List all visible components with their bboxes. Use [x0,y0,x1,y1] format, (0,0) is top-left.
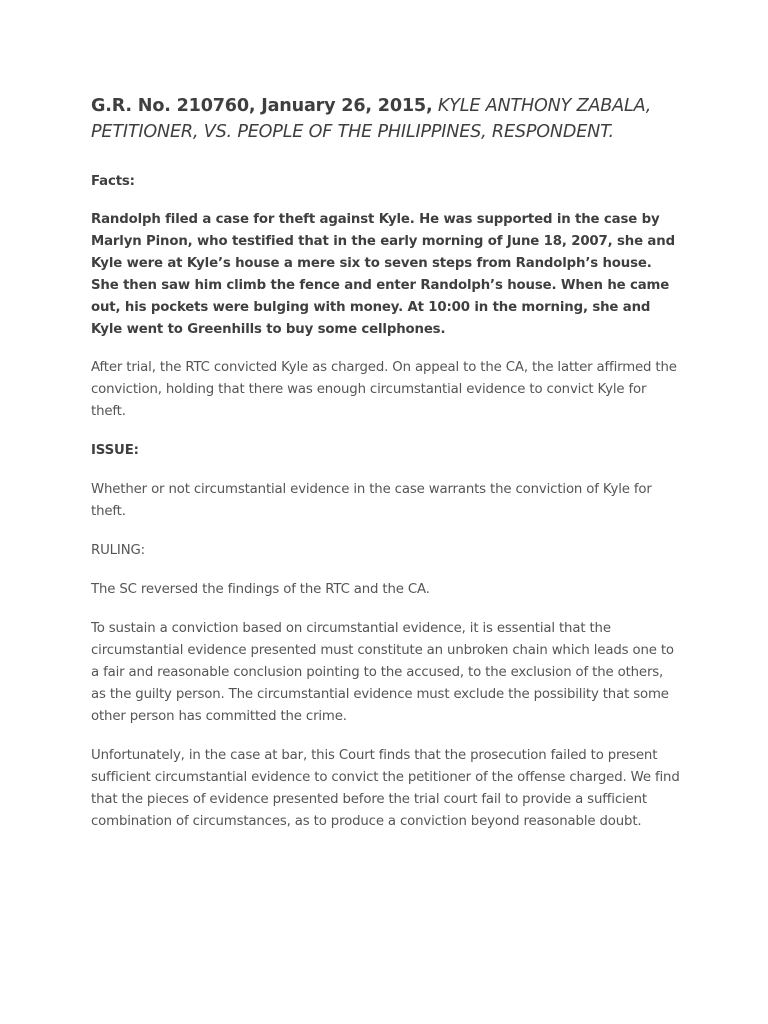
document-page [91,93,681,850]
case-number: G.R. No. 210760, January 26, 2015, [91,96,433,116]
trial-paragraph: After trial, the RTC convicted Kyle as charged. On appeal to the CA, the latter affirmed the conviction, holding that there was enough circumstantial evidence to convict Kyle for theft. [91,360,677,419]
issue-heading: ISSUE: [91,443,139,458]
case-parties: KYLE ANTHONY ZABALA, PETITIONER, VS. PEOPLE OF THE PHILIPPINES, RESPONDENT. [91,96,652,142]
ruling-paragraph: The SC reversed the findings of the RTC and the CA. [91,582,430,597]
facts-heading: Facts: [91,174,135,189]
issue-paragraph: Whether or not circumstantial evidence in the case warrants the conviction of Kyle for theft. [91,482,652,519]
facts-paragraph: Randolph filed a case for theft against Kyle. He was supported in the case by Marlyn Pinon, who testified that in the early morning of June 18, 2007, she and Kyle were at Kyle’s house a mere six to seven steps from Randolph’s house. She then saw him climb the fence and enter Randolph’s house. When he came out, his pockets were bulging with money. At 10:00 in the morning, she and Kyle went to Greenhills to buy some cellphones. [91,212,675,337]
case-title [91,93,681,145]
ruling-heading: RULING: [91,543,145,558]
ruling-paragraph: Unfortunately, in the case at bar, this Court finds that the prosecution failed to present sufficient circumstantial evidence to convict the petitioner of the offense charged. We find that the pieces of evidence presented before the trial court fail to provide a sufficient combination of circumstances, as to produce a conviction beyond reasonable doubt. [91,748,680,829]
ruling-paragraph: To sustain a conviction based on circumstantial evidence, it is essential that the circumstantial evidence presented must constitute an unbroken chain which leads one to a fair and reasonable conclusion pointing to the accused, to the exclusion of the others, as the guilty person. The circumstantial evidence must exclude the possibility that some other person has committed the crime. [91,621,674,724]
